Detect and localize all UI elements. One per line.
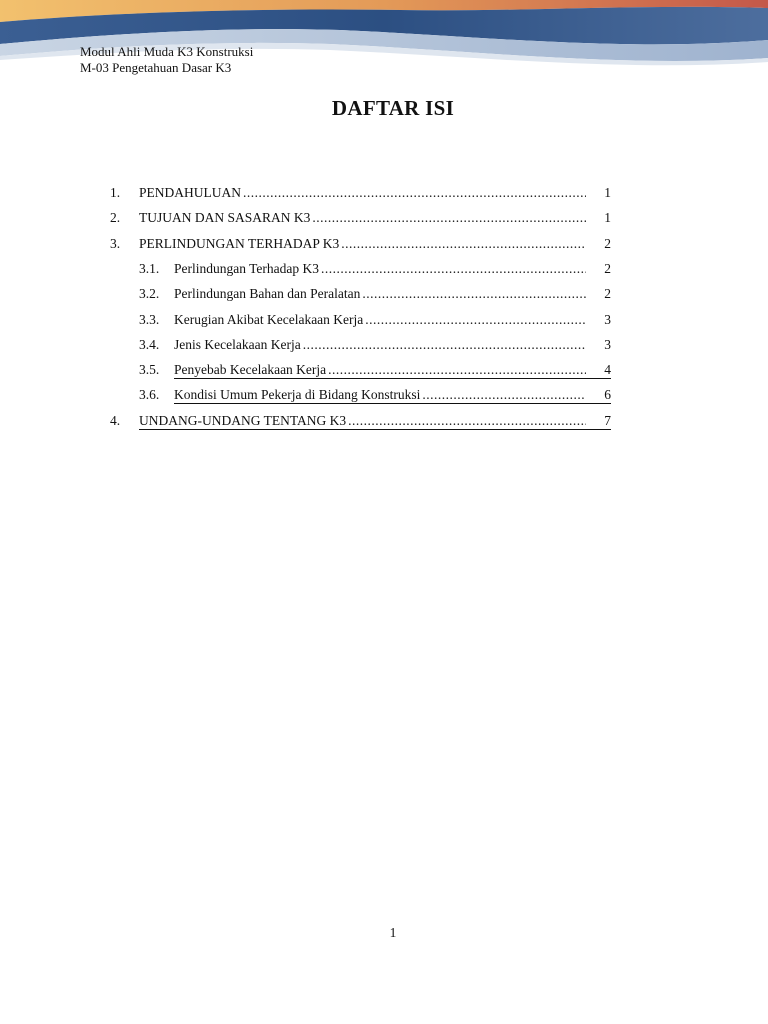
toc-entry-page: 4 [604, 362, 611, 378]
toc-entry-number: 2. [110, 210, 121, 226]
toc-entry-label: Kerugian Akibat Kecelakaan Kerja [174, 311, 364, 327]
toc-entry-number: 3.4. [139, 336, 160, 352]
toc-entry-page: 2 [604, 286, 611, 302]
toc-entry-label: Jenis Kecelakaan Kerja [174, 336, 301, 352]
toc-entry-body [139, 208, 586, 228]
toc-entry-body [174, 360, 586, 380]
toc-entry-body [174, 284, 586, 304]
toc-entry[interactable] [0, 183, 768, 203]
toc-entry-underline [174, 403, 611, 404]
toc-entry-number: 3.5. [139, 362, 160, 378]
toc-entry[interactable] [0, 310, 768, 330]
toc-entry-body [174, 335, 586, 355]
toc-entry-number: 3.2. [139, 286, 160, 302]
toc-entry-leader-dots [341, 234, 586, 254]
toc-entry-leader-dots [362, 284, 586, 304]
toc-entry-body [174, 259, 586, 279]
toc-entry-label: UNDANG-UNDANG TENTANG K3 [139, 412, 347, 428]
toc-entry-leader-dots [321, 259, 586, 279]
toc-entry-body [174, 310, 586, 330]
toc-entry-page: 2 [604, 260, 611, 276]
toc-entry-page: 7 [604, 412, 611, 428]
page-number: 1 [389, 925, 397, 940]
toc-entry[interactable] [0, 411, 768, 431]
toc-entry-page: 1 [604, 185, 611, 200]
page-title: DAFTAR ISI [331, 96, 455, 120]
toc-entry-page: 6 [604, 387, 611, 403]
toc-entry[interactable] [0, 208, 768, 228]
toc-entry[interactable] [0, 284, 768, 304]
toc-entry[interactable] [0, 385, 768, 405]
toc-entry-number: 3.3. [139, 311, 160, 327]
toc-entry-leader-dots [422, 385, 586, 405]
toc-entry-leader-dots [312, 208, 586, 228]
toc-entry[interactable] [0, 360, 768, 380]
toc-entry-label: TUJUAN DAN SASARAN K3 [139, 210, 311, 226]
toc-entry-leader-dots [328, 360, 586, 380]
running-header [80, 44, 253, 76]
toc-entry[interactable] [0, 259, 768, 279]
toc-entry-underline [174, 378, 611, 379]
toc-entry[interactable] [0, 335, 768, 355]
toc-entry-number: 1. [110, 185, 121, 200]
toc-entry-label: Penyebab Kecelakaan Kerja [174, 362, 327, 378]
toc-entry-leader-dots [365, 310, 586, 330]
toc-entry-page: 3 [604, 336, 611, 352]
toc-entry-label: Perlindungan Bahan dan Peralatan [174, 286, 361, 302]
toc-entry-label: Perlindungan Terhadap K3 [174, 260, 320, 276]
toc-entry-body [139, 234, 586, 254]
header-module-name: Modul Ahli Muda K3 Konstruksi [80, 44, 254, 59]
toc-entry-page: 2 [604, 235, 611, 251]
toc-entry[interactable] [0, 234, 768, 254]
toc-entry-underline [139, 429, 611, 430]
toc-entry-page: 1 [604, 210, 611, 226]
toc-entry-leader-dots [303, 335, 586, 355]
toc-entry-leader-dots [348, 411, 586, 431]
toc-entry-label: Kondisi Umum Pekerja di Bidang Konstruksi [174, 387, 421, 403]
toc-entry-body [139, 183, 586, 203]
toc-entry-body [174, 385, 586, 405]
toc-entry-number: 4. [110, 412, 121, 428]
toc-entry-number: 3.6. [139, 387, 160, 403]
header-module-code: M-03 Pengetahuan Dasar K3 [80, 60, 232, 75]
toc-entry-body [139, 411, 586, 431]
toc-entry-leader-dots [243, 183, 586, 203]
toc-entry-number: 3.1. [139, 260, 160, 276]
toc-entry-number: 3. [110, 235, 121, 251]
toc-entry-label: PENDAHULUAN [139, 185, 241, 200]
toc-entry-page: 3 [604, 311, 611, 327]
toc-entry-label: PERLINDUNGAN TERHADAP K3 [139, 235, 340, 251]
